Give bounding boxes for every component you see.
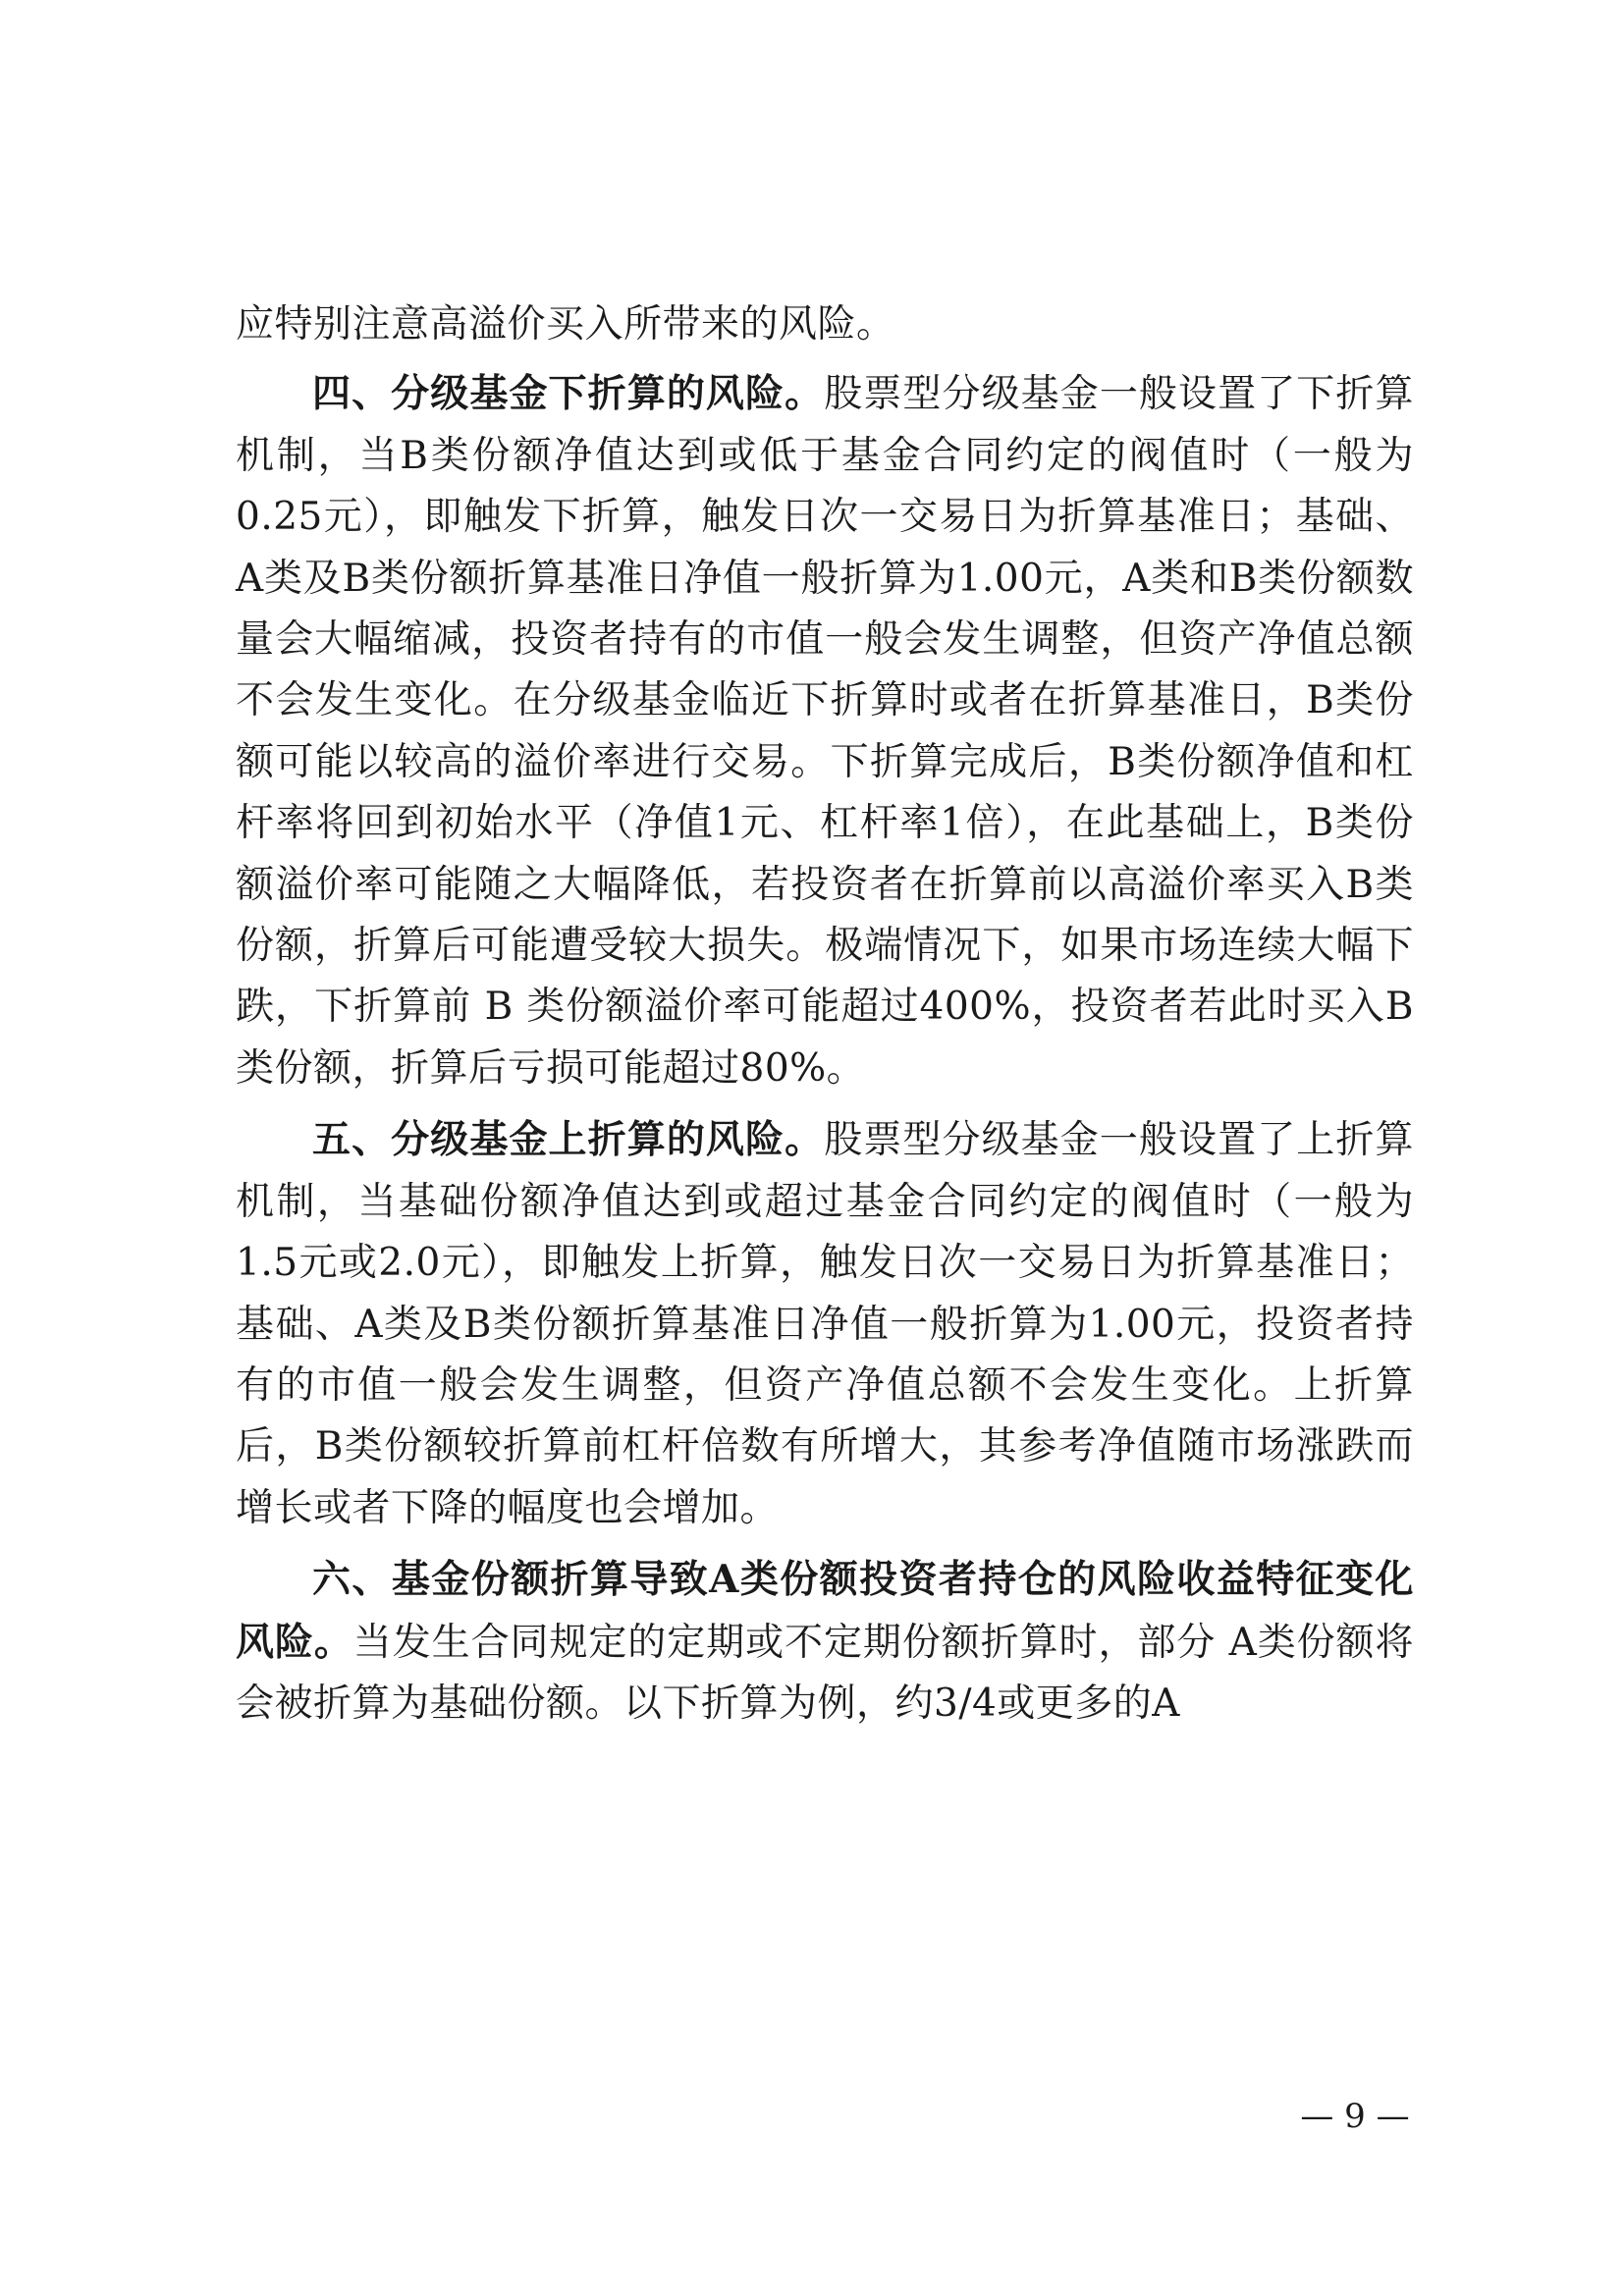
body-text (236, 294, 1414, 1735)
paragraph-section-6 (236, 1549, 1414, 1735)
paragraph-continuation (236, 294, 1414, 355)
paragraph-section-4 (236, 363, 1414, 1099)
paragraph-section-5 (236, 1109, 1414, 1539)
section-heading: 四、分级基金下折算的风险。 (312, 371, 825, 417)
paragraph-body: 应特别注意高溢价买入所带来的风险。 (236, 302, 895, 347)
paragraph-body: 股票型分级基金一般设置了下折算机制，当B类份额净值达到或低于基金合同约定的阀值时（一般为0.25元），即触发下折算，触发日次一交易日为折算基准日；基础、A类及B类份额折算基准日净值一般折算为1.00元，A类和B类份额数量会大幅缩减，投资者持有的市值一般会发生调整，但资产净值总额不会发生变化。在分级基金临近下折算时或者在折算基准日，B类份额可能以较高的溢价率进行交易。下折算完成后，B类份额净值和杠杆率将回到初始水平（净值1元、杠杆率1倍），在此基础上，B类份额溢价率可能随之大幅降低，若投资者在折算前以高溢价率买入B类份额，折算后可能遭受较大损失。极端情况下，如果市场连续大幅下跌，下折算前 B 类份额溢价率可能超过400%，投资者若此时买入B类份额，折算后亏损可能超过80%。 (236, 372, 1414, 1091)
page-number: — 9 — (1300, 2097, 1410, 2136)
paragraph-body: 股票型分级基金一般设置了上折算机制，当基础份额净值达到或超过基金合同约定的阀值时（一般为1.5元或2.0元），即触发上折算，触发日次一交易日为折算基准日；基础、A类及B类份额折算基准日净值一般折算为1.00元，投资者持有的市值一般会发生调整，但资产净值总额不会发生变化。上折算后，B类份额较折算前杠杆倍数有所增大，其参考净值随市场涨跌而增长或者下降的幅度也会增加。 (236, 1118, 1414, 1530)
section-heading: 五、分级基金上折算的风险。 (312, 1117, 825, 1163)
paragraph-body: 当发生合同规定的定期或不定期份额折算时，部分 A类份额将会被折算为基础份额。以下折算为例，约3/4或更多的A (236, 1620, 1414, 1726)
section-heading: 六、基金份额折算导致A类份额投资者持仓的风险收益特征变化风险。 (236, 1557, 1414, 1665)
